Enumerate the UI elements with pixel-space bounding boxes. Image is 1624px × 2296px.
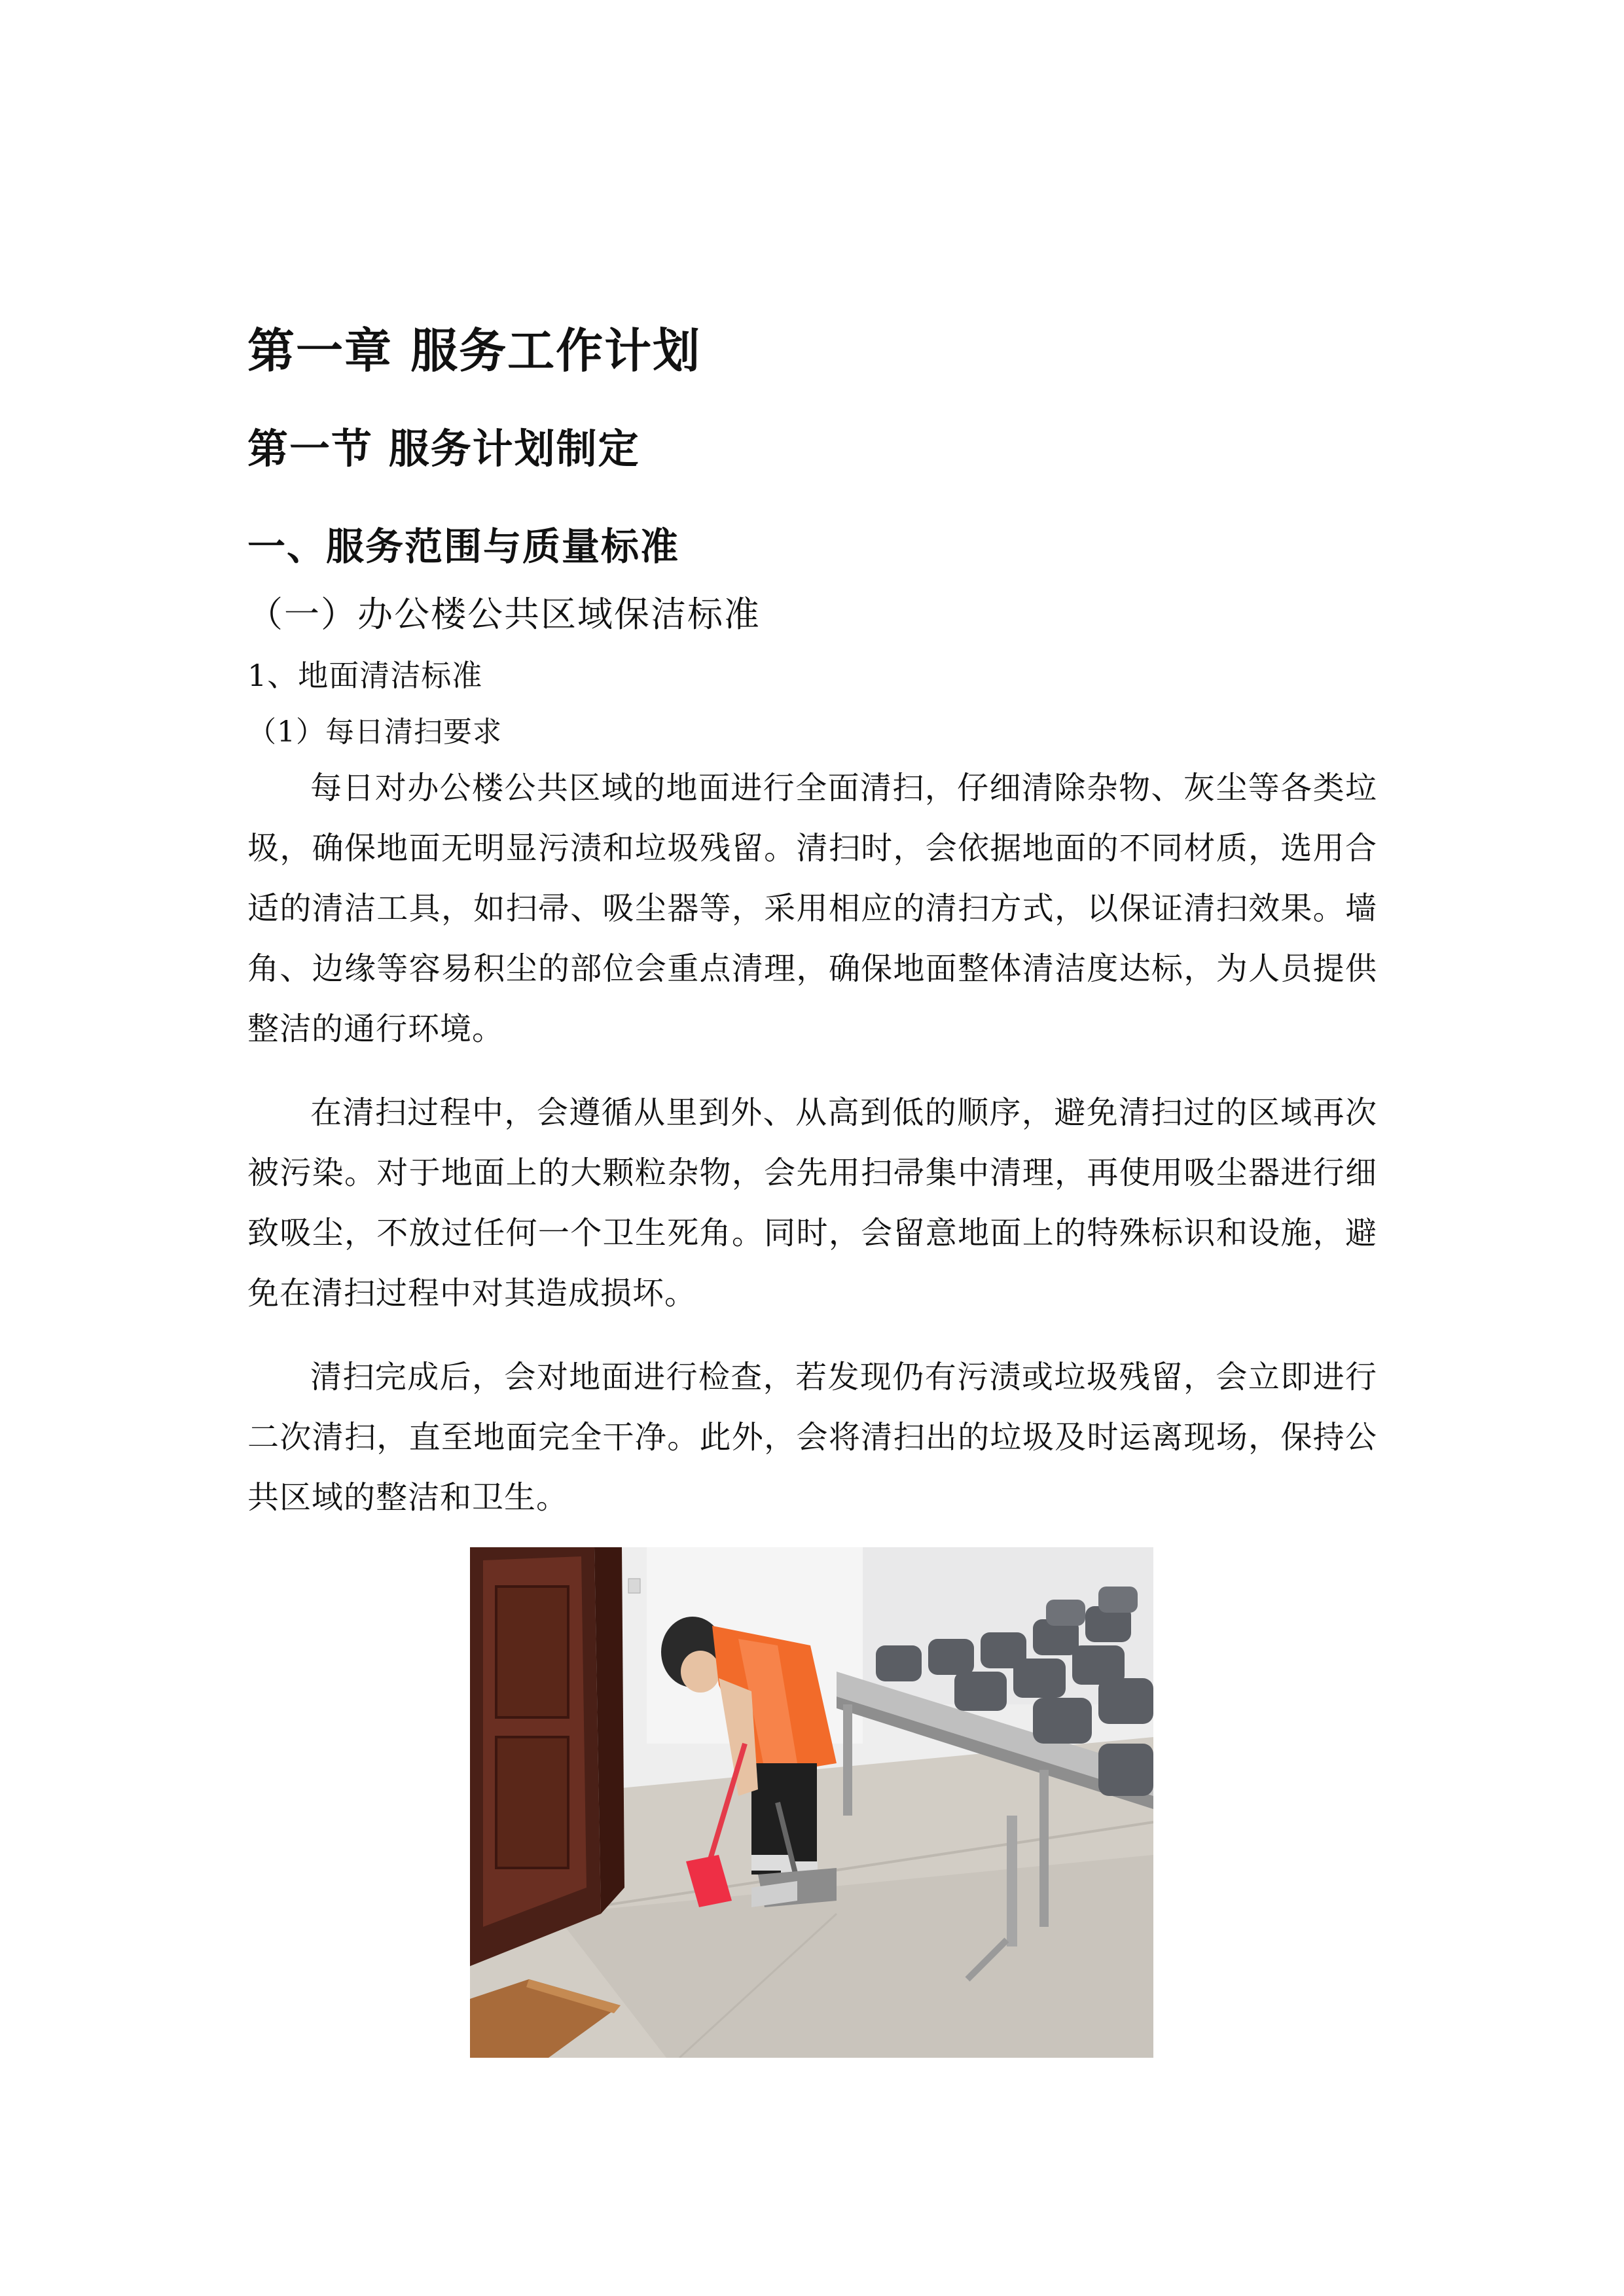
body-paragraph: 每日对办公楼公共区域的地面进行全面清扫，仔细清除杂物、灰尘等各类垃圾，确保地面无明显污渍和垃圾残留。清扫时，会依据地面的不同材质，选用合适的清洁工具，如扫帚、吸尘器等，采用相应的清扫方式，以保证清扫效果。墙角、边缘等容易积尘的部位会重点清理，确保地面整体清洁度达标，为人员提供整洁的通行环境。: [247, 770, 1377, 1047]
body-paragraph: 清扫完成后，会对地面进行检查，若发现仍有污渍或垃圾残留，会立即进行二次清扫，直至地面完全干净。此外，会将清扫出的垃圾及时运离现场，保持公共区域的整洁和卫生。: [247, 1359, 1377, 1516]
chapter-title: 第一章 服务工作计划: [247, 323, 702, 378]
body-paragraph: 在清扫过程中，会遵循从里到外、从高到低的顺序，避免清扫过的区域再次被污染。对于地面上的大颗粒杂物，会先用扫帚集中清理，再使用吸尘器进行细致吸尘，不放过任何一个卫生死角。同时，会留意地面上的特殊标识和设施，避免在清扫过程中对其造成损坏。: [247, 1094, 1377, 1312]
cleaning-worker-photo: [470, 1547, 1153, 2058]
sub-subsection-title: （一）办公楼公共区域保洁标准: [247, 594, 761, 635]
section-title: 第一节 服务计划制定: [247, 425, 640, 473]
subsection-title: 一、服务范围与质量标准: [247, 524, 680, 569]
item-title: 1、地面清洁标准: [247, 658, 483, 693]
sub-item-title: （1）每日清扫要求: [247, 715, 502, 749]
